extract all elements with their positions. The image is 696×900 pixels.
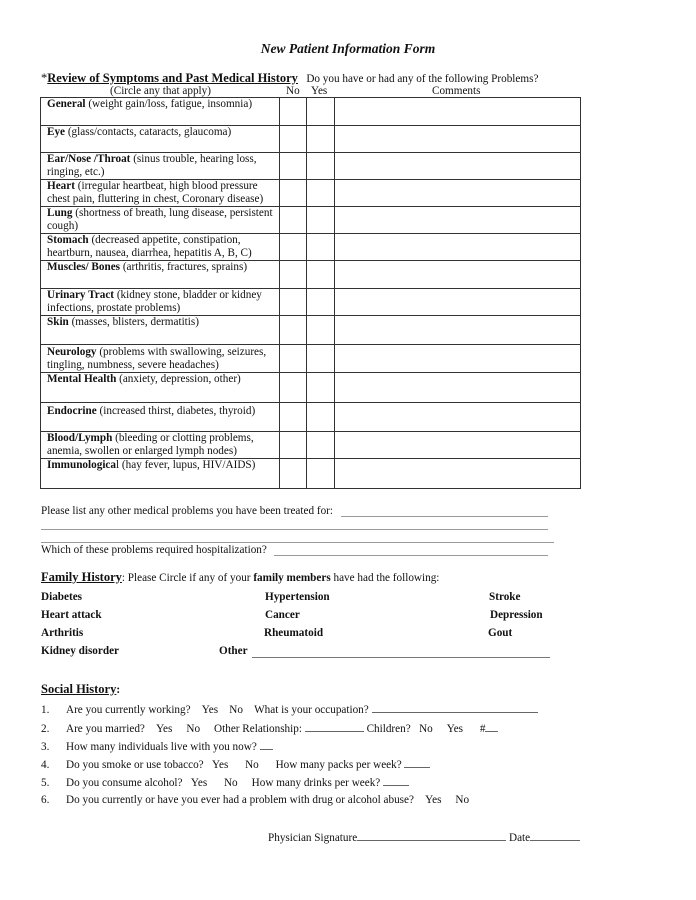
ros-table — [40, 97, 581, 489]
comments-cell[interactable] — [335, 98, 581, 126]
table-row — [41, 373, 581, 403]
row-label: Ear/Nose /Throat (sinus trouble, hearing loss, ringing, etc.) — [41, 153, 280, 180]
physician-signature-input[interactable] — [357, 830, 506, 841]
table-row — [41, 126, 581, 153]
row-label: Urinary Tract (kidney stone, bladder or kidney infections, prostate problems) — [41, 289, 280, 316]
no-checkbox-cell[interactable] — [280, 316, 307, 345]
row-label: Blood/Lymph (bleeding or clotting problems, anemia, swollen or enlarged lymph nodes) — [41, 432, 280, 459]
family-condition-hypertension[interactable]: Hypertension — [265, 591, 330, 603]
date-label: Date — [508, 832, 531, 844]
no-checkbox-cell[interactable] — [280, 289, 307, 316]
comments-cell[interactable] — [335, 432, 581, 459]
children-no-option[interactable]: No — [419, 723, 433, 735]
signature-line — [268, 830, 580, 845]
working-yes-option[interactable]: Yes — [201, 704, 219, 716]
family-history-heading: Family History — [41, 570, 122, 584]
no-checkbox-cell[interactable] — [280, 126, 307, 153]
row-label: Muscles/ Bones (arthritis, fractures, sprains) — [41, 261, 280, 289]
family-condition-arthritis[interactable]: Arthritis — [41, 627, 84, 639]
ros-asterisk: * — [41, 71, 48, 85]
yes-checkbox-cell[interactable] — [307, 234, 335, 261]
form-title: New Patient Information Form — [260, 41, 436, 56]
table-row — [41, 345, 581, 373]
row-label: Endocrine (increased thirst, diabetes, thyroid) — [41, 403, 280, 432]
tobacco-no-option[interactable]: No — [245, 759, 259, 771]
comments-cell[interactable] — [335, 207, 581, 234]
row-label: Skin (masses, blisters, dermatitis) — [41, 316, 280, 345]
no-checkbox-cell[interactable] — [280, 403, 307, 432]
abuse-yes-option[interactable]: Yes — [425, 794, 442, 806]
married-yes-option[interactable]: Yes — [156, 723, 173, 735]
col-header-comments: Comments — [432, 85, 481, 97]
table-row — [41, 316, 581, 345]
family-condition-heart-attack[interactable]: Heart attack — [41, 609, 102, 621]
no-checkbox-cell[interactable] — [280, 234, 307, 261]
comments-cell[interactable] — [335, 373, 581, 403]
social-item-3: 3. How many individuals live with you now? — [41, 739, 273, 754]
no-checkbox-cell[interactable] — [280, 345, 307, 373]
ros-question: Do you have or had any of the following Problems? — [306, 73, 539, 85]
social-history-heading: Social History — [41, 682, 117, 696]
social-item-5: 5. Do you consume alcohol? Yes No How many drinks per week? — [41, 775, 409, 790]
family-other-input[interactable] — [252, 657, 550, 658]
yes-checkbox-cell[interactable] — [307, 459, 335, 489]
occupation-input[interactable] — [372, 702, 538, 713]
yes-checkbox-cell[interactable] — [307, 432, 335, 459]
family-history-heading-line: Family History: Please Circle if any of your family members have had the following: — [41, 570, 440, 584]
table-row — [41, 180, 581, 207]
yes-checkbox-cell[interactable] — [307, 126, 335, 153]
table-row — [41, 261, 581, 289]
row-label: Eye (glass/contacts, cataracts, glaucoma) — [41, 126, 280, 153]
comments-cell[interactable] — [335, 403, 581, 432]
children-count-input[interactable] — [485, 721, 498, 732]
tobacco-yes-option[interactable]: Yes — [212, 759, 229, 771]
table-row — [41, 153, 581, 180]
comments-cell[interactable] — [335, 234, 581, 261]
comments-cell[interactable] — [335, 153, 581, 180]
table-row — [41, 432, 581, 459]
family-condition-cancer[interactable]: Cancer — [265, 609, 300, 621]
married-no-option[interactable]: No — [186, 723, 201, 735]
table-row — [41, 403, 581, 432]
yes-checkbox-cell[interactable] — [307, 98, 335, 126]
ros-heading-line — [41, 72, 538, 86]
no-checkbox-cell[interactable] — [280, 207, 307, 234]
family-condition-stroke[interactable]: Stroke — [489, 591, 521, 603]
comments-cell[interactable] — [335, 345, 581, 373]
yes-checkbox-cell[interactable] — [307, 373, 335, 403]
hospitalization-label: Which of these problems required hospitalization? — [41, 544, 267, 556]
other-problems-input-line-3[interactable] — [41, 542, 554, 543]
row-label: General (weight gain/loss, fatigue, insomnia) — [41, 98, 280, 126]
hospitalization-input[interactable] — [274, 555, 548, 556]
row-label: Heart (irregular heartbeat, high blood pressure chest pain, fluttering in chest, Coronary disease) — [41, 180, 280, 207]
social-item-6: 6. Do you currently or have you ever had a problem with drug or alcohol abuse? Yes No — [41, 794, 470, 806]
packs-per-week-input[interactable] — [404, 757, 430, 768]
family-condition-rheumatoid[interactable]: Rheumatoid — [264, 627, 324, 639]
no-checkbox-cell[interactable] — [280, 261, 307, 289]
family-condition-diabetes[interactable]: Diabetes — [41, 591, 83, 603]
date-input[interactable] — [530, 830, 580, 841]
alcohol-yes-option[interactable]: Yes — [190, 777, 208, 789]
no-checkbox-cell[interactable] — [280, 432, 307, 459]
comments-cell[interactable] — [335, 180, 581, 207]
other-relationship-input[interactable] — [305, 721, 364, 732]
other-problems-label: Please list any other medical problems you have been treated for: — [41, 505, 334, 517]
yes-checkbox-cell[interactable] — [307, 153, 335, 180]
table-row — [41, 459, 581, 489]
yes-checkbox-cell[interactable] — [307, 289, 335, 316]
no-checkbox-cell[interactable] — [280, 98, 307, 126]
yes-checkbox-cell[interactable] — [307, 345, 335, 373]
no-checkbox-cell[interactable] — [280, 373, 307, 403]
comments-cell[interactable] — [335, 316, 581, 345]
yes-checkbox-cell[interactable] — [307, 316, 335, 345]
yes-checkbox-cell[interactable] — [307, 180, 335, 207]
children-yes-option[interactable]: Yes — [446, 723, 464, 735]
family-condition-kidney-disorder[interactable]: Kidney disorder — [41, 645, 120, 657]
social-item-2: 2. Are you married? Yes No Other Relationship: Children? No Yes # — [41, 721, 498, 736]
family-condition-gout[interactable]: Gout — [488, 627, 513, 639]
row-label: Neurology (problems with swallowing, seizures, tingling, numbness, severe headaches) — [41, 345, 280, 373]
alcohol-no-option[interactable]: No — [223, 777, 238, 789]
drinks-per-week-input[interactable] — [383, 775, 409, 786]
household-count-input[interactable] — [260, 739, 273, 750]
row-label: Immunological (hay fever, lupus, HIV/AIDS) — [41, 459, 280, 489]
yes-checkbox-cell[interactable] — [307, 261, 335, 289]
no-checkbox-cell[interactable] — [280, 180, 307, 207]
ros-sub-instruction: (Circle any that apply) — [110, 85, 211, 97]
other-problems-input[interactable] — [341, 516, 548, 517]
family-other-label: Other — [219, 645, 248, 657]
social-item-4: 4. Do you smoke or use tobacco? Yes No How many packs per week? — [41, 757, 430, 772]
row-label: Stomach (decreased appetite, constipation, heartburn, nausea, diarrhea, hepatitis A, B, C) — [41, 234, 280, 261]
comments-cell[interactable] — [335, 459, 581, 489]
yes-checkbox-cell[interactable] — [307, 207, 335, 234]
abuse-no-option[interactable]: No — [455, 794, 470, 806]
no-checkbox-cell[interactable] — [280, 153, 307, 180]
social-item-1: 1. Are you currently working? Yes No What is your occupation? — [41, 702, 538, 717]
comments-cell[interactable] — [335, 126, 581, 153]
physician-signature-label: Physician Signature — [268, 832, 358, 844]
no-checkbox-cell[interactable] — [280, 459, 307, 489]
yes-checkbox-cell[interactable] — [307, 403, 335, 432]
row-label: Lung (shortness of breath, lung disease, persistent cough) — [41, 207, 280, 234]
other-problems-input-line-2[interactable] — [41, 529, 548, 530]
table-row — [41, 98, 581, 126]
working-no-option[interactable]: No — [229, 704, 243, 716]
table-row — [41, 234, 581, 261]
comments-cell[interactable] — [335, 289, 581, 316]
ros-heading: Review of Symptoms and Past Medical History — [47, 71, 298, 85]
table-row — [41, 207, 581, 234]
family-condition-depression[interactable]: Depression — [490, 609, 543, 621]
col-header-no: No — [286, 85, 300, 97]
table-row — [41, 289, 581, 316]
social-history-heading-line: Social History: — [41, 682, 121, 696]
row-label: Mental Health (anxiety, depression, other) — [41, 373, 280, 403]
comments-cell[interactable] — [335, 261, 581, 289]
col-header-yes: Yes — [311, 85, 328, 97]
